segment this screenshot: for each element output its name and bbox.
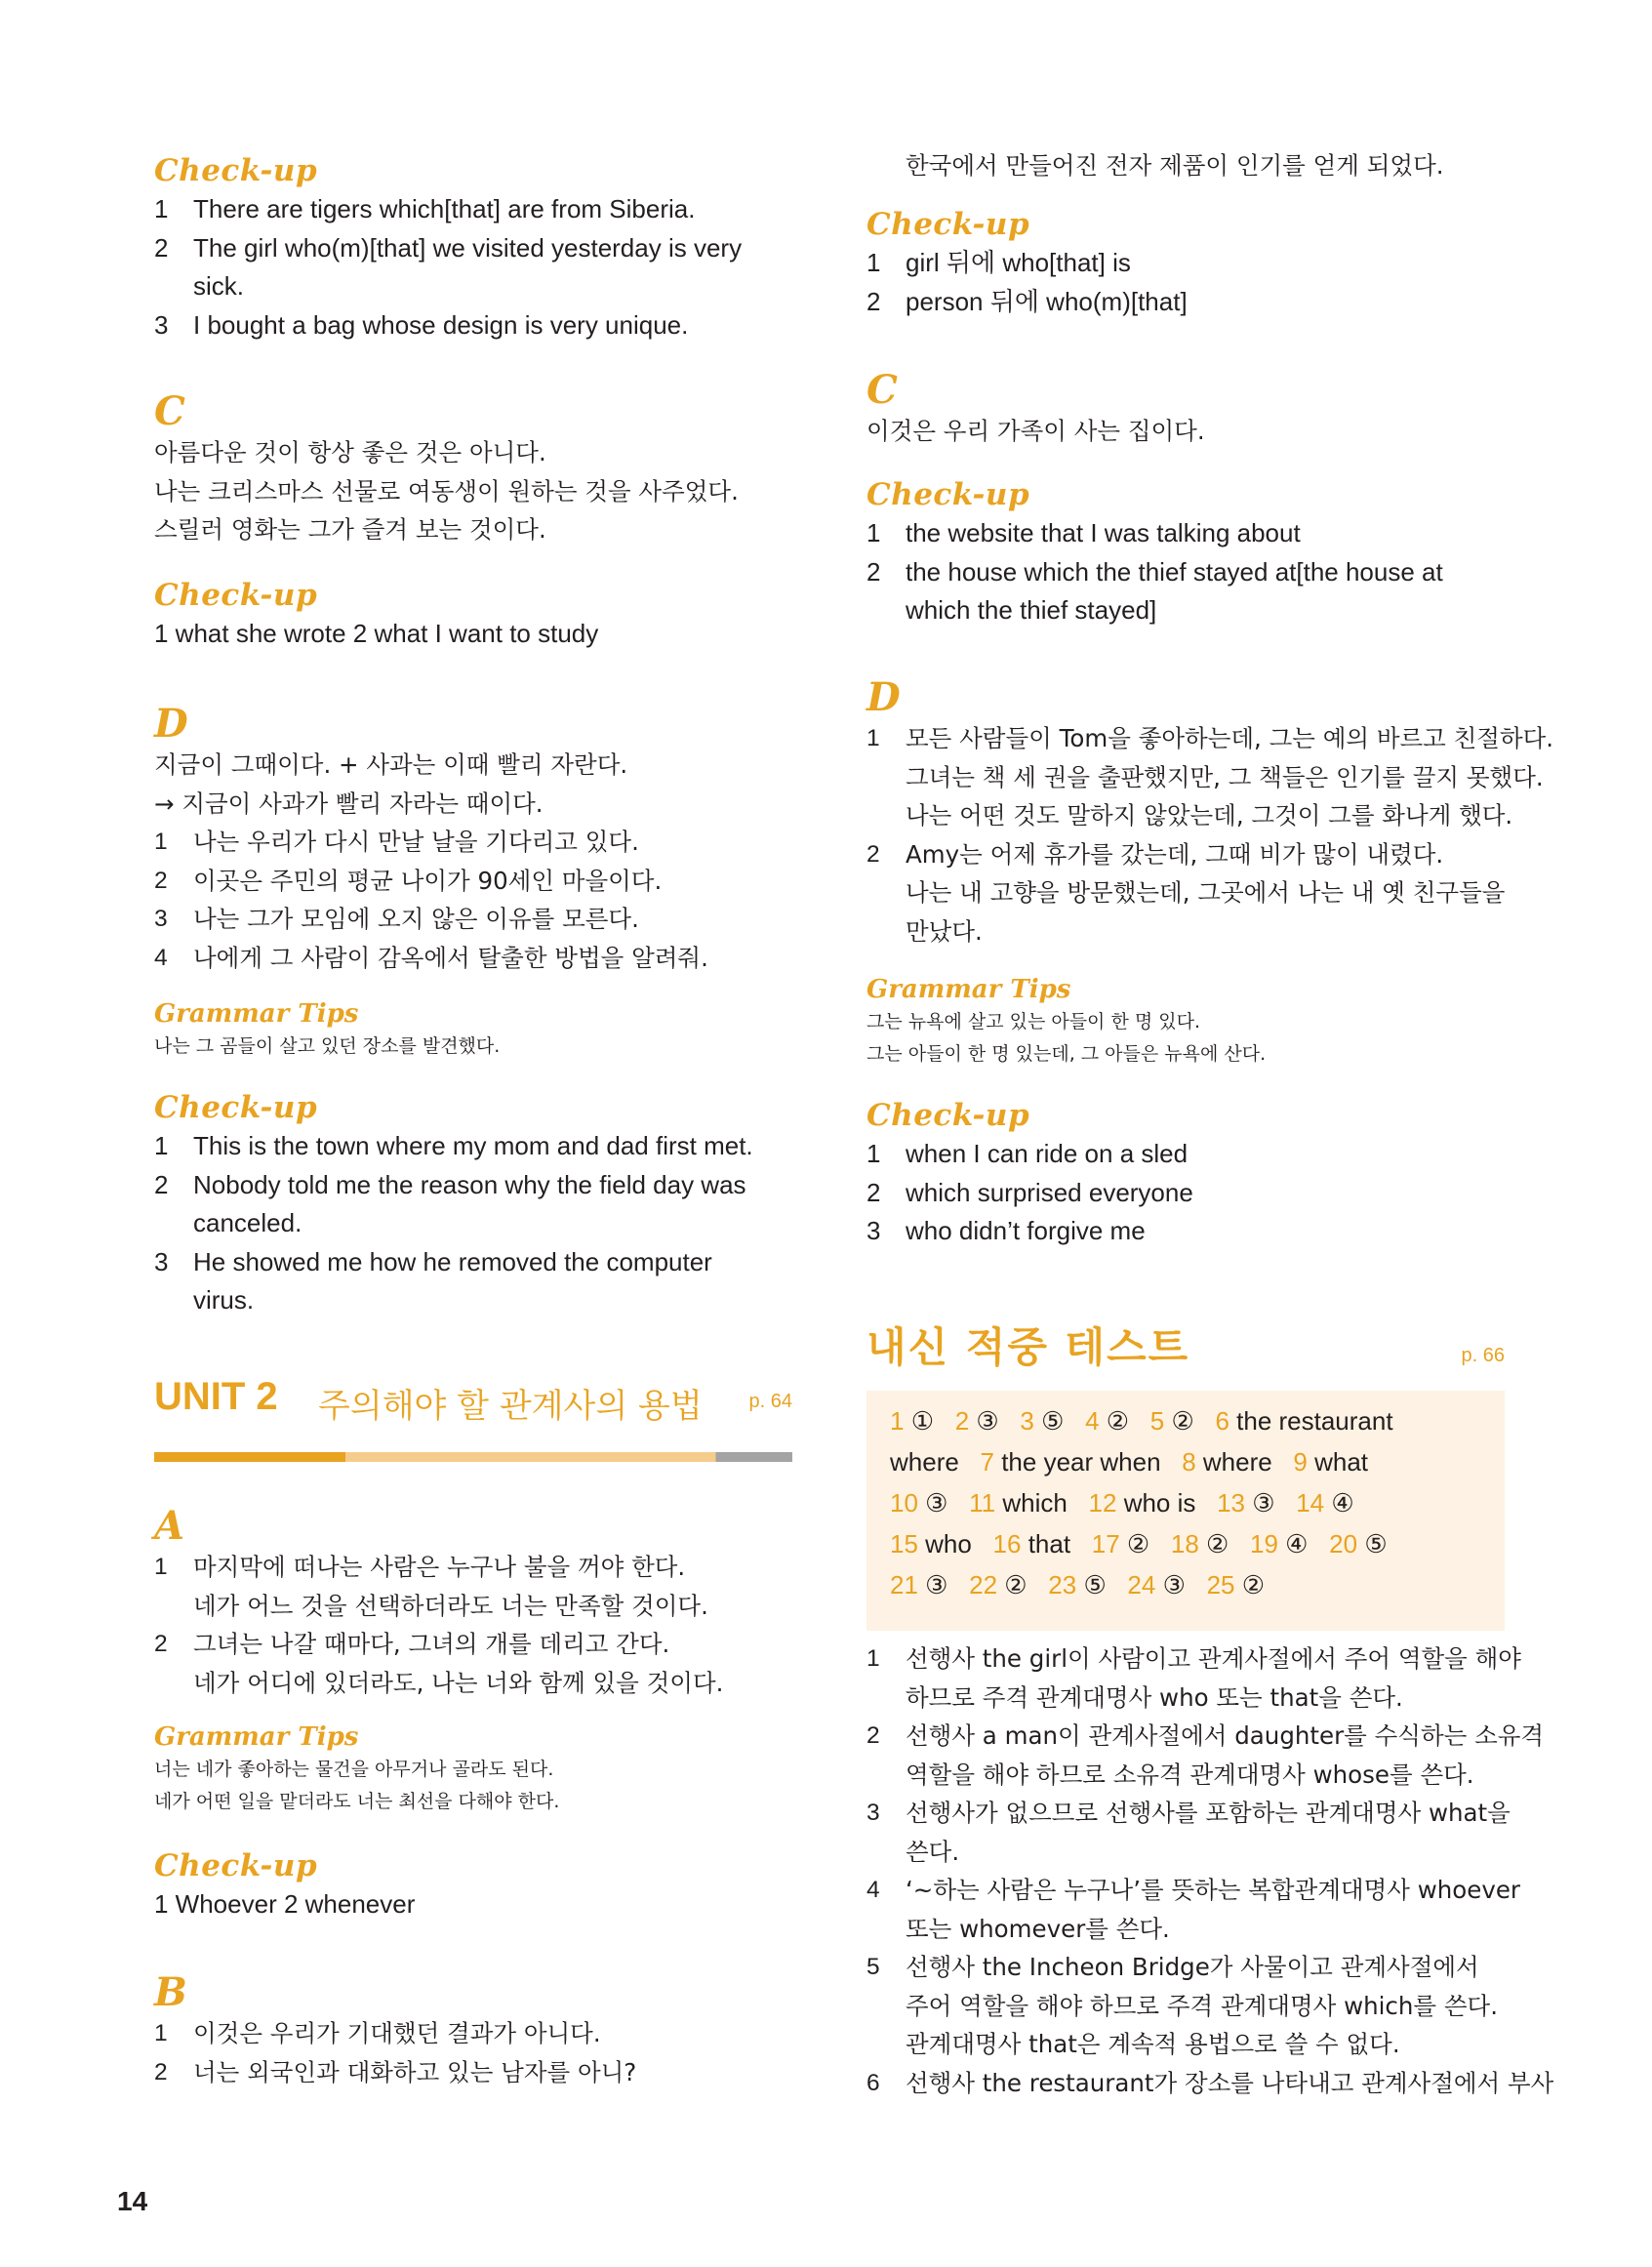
checkup-block-1 (154, 151, 798, 344)
list-item-continuation: 관계대명사 that은 계속적 용법으로 쓸 수 없다. (906, 2030, 1400, 2058)
explanations (866, 1640, 1554, 2102)
checkup-heading: Check-up (154, 1848, 318, 1883)
section-letter: D (154, 701, 188, 747)
answer-rows (890, 1400, 1393, 1605)
list-item: 2 Nobody told me the reason why the field day was (154, 1169, 746, 1199)
section-b (154, 1971, 798, 2091)
answer-row: 21 ③ 22 ② 23 ⑤ 24 ③ 25 ② (890, 1570, 1266, 1599)
list-item-continuation: 나는 내 고향을 방문했는데, 그곳에서 나는 내 옛 친구들을 (906, 878, 1506, 907)
list-item: 2 이곳은 주민의 평균 나이가 90세인 마을이다. (154, 866, 663, 895)
tips-heading: Grammar Tips (154, 1722, 359, 1752)
checkup-block-4 (154, 1846, 798, 1924)
list-item: 3 who didn’t forgive me (866, 1216, 1146, 1245)
answer-row: where 7 the year when 8 where 9 what (890, 1447, 1369, 1477)
list-item: 1 이것은 우리가 기대했던 결과가 아니다. (154, 2019, 601, 2047)
unit-divider-bar (154, 1452, 792, 1462)
checkup-heading: Check-up (866, 477, 1030, 512)
explanation-item: 3 선행사가 없으므로 선행사를 포함하는 관계대명사 what을 (866, 1799, 1511, 1827)
tips-line: 너는 네가 좋아하는 물건을 아무거나 골라도 된다. (154, 1759, 554, 1780)
list-item: 3 He showed me how he removed the computer (154, 1246, 712, 1276)
body-line: 나는 크리스마스 선물로 여동생이 원하는 것을 사주었다. (154, 476, 739, 506)
body-line: 이것은 우리 가족이 사는 집이다. (866, 417, 1205, 445)
list-item: 2 The girl who(m)[that] we visited yesterday is very (154, 232, 743, 263)
list-item-continuation: 하므로 주격 관계대명사 who 또는 that을 쓴다. (906, 1682, 1403, 1712)
list-item-continuation: 만났다. (906, 916, 983, 946)
checkup-heading: Check-up (154, 153, 318, 188)
list-item: 4 나에게 그 사람이 감옥에서 탈출한 방법을 알려줘. (154, 943, 708, 972)
list-item: 2 Amy는 어제 휴가를 갔는데, 그때 비가 많이 내렸다. (866, 839, 1444, 869)
unit-page-ref: p. 64 (748, 1391, 792, 1412)
list-item: 1 마지막에 떠나는 사람은 누구나 불을 꺼야 한다. (154, 1553, 686, 1581)
body-line: 지금이 그때이다. + 사과는 이때 빨리 자란다. (154, 750, 628, 779)
checkup-block-r3 (866, 1096, 1511, 1251)
checkup-block-3 (154, 1088, 798, 1320)
tips-line: 그는 아들이 한 명 있는데, 그 아들은 뉴욕에 산다. (866, 1043, 1267, 1065)
answer-row: 1 ① 2 ③ 3 ⑤ 4 ② 5 ② 6 the restaurant (890, 1406, 1393, 1436)
unit-heading (154, 1373, 798, 1432)
checkup-heading: Check-up (154, 578, 318, 613)
test-heading (866, 1316, 1505, 1374)
list-item: 1 when I can ride on a sled (866, 1139, 1189, 1168)
grammar-tips-2 (154, 1720, 798, 1818)
list-item-continuation: 또는 whomever를 쓴다. (906, 1914, 1170, 1943)
page-number: 14 (117, 2186, 148, 2216)
list-item: 1 This is the town where my mom and dad first met. (154, 1131, 753, 1160)
body-line: → 지금이 사과가 빨리 자라는 때이다. (154, 789, 544, 818)
answer-key-box (866, 1391, 1505, 1631)
test-page-ref: p. 66 (1461, 1345, 1505, 1366)
list-item: 2 그녀는 나갈 때마다, 그녀의 개를 데리고 간다. (154, 1630, 670, 1658)
tips-line: 네가 어떤 일을 맡더라도 너는 최선을 다해야 한다. (154, 1791, 560, 1812)
list-item-continuation: which the thief stayed] (906, 595, 1157, 625)
list-item: 1 모든 사람들이 Tom을 좋아하는데, 그는 예의 바르고 친절하다. (866, 724, 1554, 752)
list-item: 2 the house which the thief stayed at[the house at (866, 556, 1443, 587)
list-item-continuation: canceled. (193, 1208, 302, 1237)
unit-label: UNIT 2 (154, 1375, 278, 1418)
list-item-continuation: virus. (193, 1285, 255, 1315)
explanation-item: 2 선행사 a man이 관계사절에서 daughter를 수식하는 소유격 (866, 1721, 1545, 1750)
list-item-continuation: 쓴다. (906, 1837, 960, 1866)
checkup-block-r2 (866, 475, 1511, 630)
carryover-line: 한국에서 만들어진 전자 제품이 인기를 얻게 되었다. (906, 151, 1444, 180)
tips-heading: Grammar Tips (154, 999, 359, 1029)
section-letter: D (866, 674, 901, 720)
list-item: 3 나는 그가 모임에 오지 않은 이유를 모른다. (154, 905, 639, 933)
list-item: 2 which surprised everyone (866, 1177, 1193, 1207)
answer-row: 15 who 16 that 17 ② 18 ② 19 ④ 20 ⑤ (890, 1529, 1388, 1559)
list-item: 2 너는 외국인과 대화하고 있는 남자를 아니? (154, 2057, 637, 2086)
list-item-continuation: sick. (193, 271, 244, 301)
unit-title: 주의해야 할 관계사의 용법 (318, 1387, 703, 1426)
list-item-continuation: 네가 어디에 있더라도, 나는 너와 함께 있을 것이다. (193, 1668, 724, 1697)
body-line: 스릴러 영화는 그가 즐겨 보는 것이다. (154, 515, 546, 544)
list-item: 3 I bought a bag whose design is very unique. (154, 309, 689, 340)
section-letter: A (154, 1503, 185, 1549)
explanation-item: 5 선행사 the Incheon Bridge가 사물이고 관계사절에서 (866, 1953, 1479, 1981)
section-c-right (866, 369, 1511, 451)
checkup-heading: Check-up (866, 1098, 1030, 1133)
answer-line: 1 Whoever 2 whenever (154, 1889, 416, 1919)
list-item-continuation: 나는 어떤 것도 말하지 않았는데, 그것이 그를 화나게 했다. (906, 801, 1513, 830)
list-item-continuation: 그녀는 책 세 권을 출판했지만, 그 책들은 인기를 끌지 못했다. (906, 762, 1544, 791)
list-item: 1 나는 우리가 다시 만날 날을 기다리고 있다. (154, 828, 639, 856)
test-title: 내신 적중 테스트 (866, 1323, 1190, 1371)
list-item: 1 There are tigers which[that] are from Siberia. (154, 194, 696, 223)
explanation-item: 1 선행사 the girl이 사람이고 관계사절에서 주어 역할을 해야 (866, 1644, 1521, 1673)
list-item-continuation: 역할을 해야 하므로 소유격 관계대명사 whose를 쓴다. (906, 1760, 1474, 1789)
grammar-tips-1 (154, 997, 798, 1063)
body-line: 아름다운 것이 항상 좋은 것은 아니다. (154, 438, 546, 466)
checkup-heading: Check-up (866, 207, 1030, 242)
checkup-block-2 (154, 576, 798, 654)
section-letter: C (866, 367, 898, 413)
explanation-item: 4 ‘~하는 사람은 누구나’를 뜻하는 복합관계대명사 whoever (866, 1876, 1520, 1904)
list-item: 1 the website that I was talking about (866, 518, 1301, 547)
list-item: 2 person 뒤에 who(m)[that] (866, 286, 1188, 316)
section-d-right (866, 674, 1554, 951)
tips-heading: Grammar Tips (866, 975, 1071, 1004)
list-item: 1 girl 뒤에 who[that] is (866, 248, 1131, 277)
section-c (154, 390, 798, 549)
tips-line: 그는 뉴욕에 살고 있는 아들이 한 명 있다. (866, 1011, 1200, 1032)
explanation-item: 6 선행사 the restaurant가 장소를 나타내고 관계사절에서 부사 (866, 2068, 1554, 2097)
grammar-tips-right (866, 973, 1511, 1071)
section-a (154, 1505, 798, 1702)
tips-line: 나는 그 곰들이 살고 있던 장소를 발견했다. (154, 1035, 501, 1057)
checkup-block-r1 (866, 205, 1511, 321)
section-letter: C (154, 388, 185, 434)
answer-row: 10 ③ 11 which 12 who is 13 ③ 14 ④ (890, 1488, 1354, 1518)
list-item-continuation: 주어 역할을 해야 하므로 주격 관계대명사 which를 쓴다. (906, 1991, 1499, 2020)
answer-line: 1 what she wrote 2 what I want to study (154, 619, 599, 648)
section-d (154, 703, 798, 977)
section-letter: B (154, 1969, 187, 2015)
list-item-continuation: 네가 어느 것을 선택하더라도 너는 만족할 것이다. (193, 1591, 708, 1620)
checkup-heading: Check-up (154, 1090, 318, 1125)
